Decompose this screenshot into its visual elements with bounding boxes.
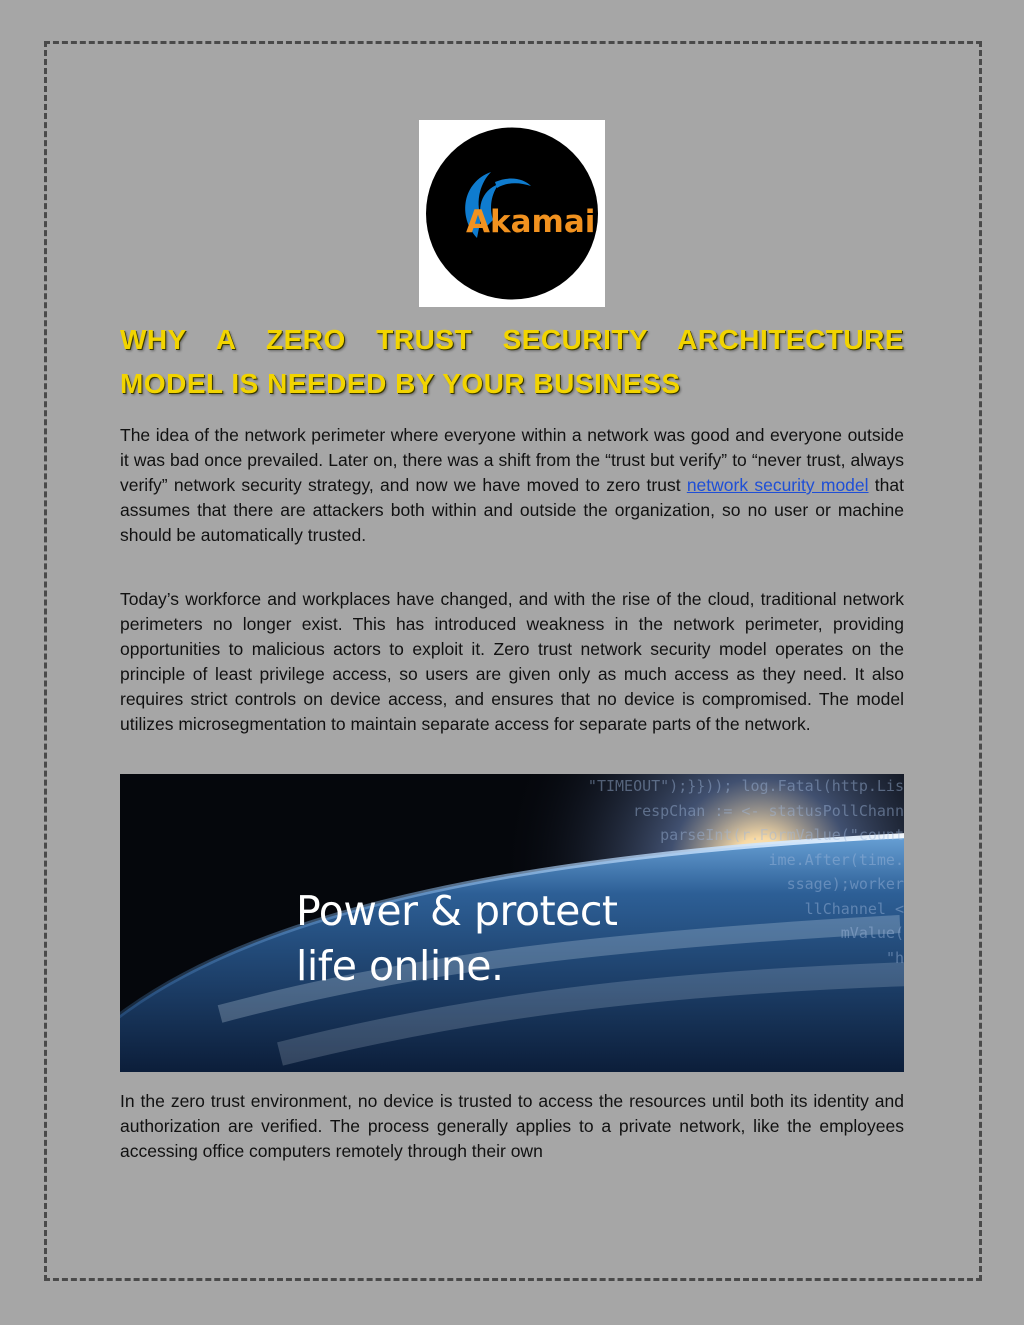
title-line-2: MODEL IS NEEDED BY YOUR BUSINESS [120, 368, 681, 399]
paragraph-3: In the zero trust environment, no device is trusted to access the resources until both its identity and authorization are verified. The process generally applies to a private network, like the employees accessing office computers remotely through their own [120, 1091, 904, 1161]
hero-headline-line-1: Power & protect [296, 887, 618, 935]
article-title [120, 318, 904, 406]
paragraph-1 [120, 423, 904, 548]
hero-code-overlay: "TIMEOUT");}})); log.Fatal(http.Lis respChan := <- statusPollChann parseInt(r.FormValue("count ime.After(time. ssage);worker llChannel < mValue( "h [587, 777, 904, 967]
svg-text:Akamai: Akamai [466, 204, 596, 240]
network-security-model-link[interactable]: network security model [686, 475, 869, 495]
paragraph-2: Today’s workforce and workplaces have changed, and with the rise of the cloud, traditional network perimeters no longer exist. This has introduced weakness in the network perimeter, providing opportunities to malicious actors to exploit it. Zero trust network security model operates on the principle of least privilege access, so users are given only as much access as they need. It also requires strict controls on device access, and ensures that no device is compromised. The model utilizes microsegmentation to maintain separate access for separate parts of the network. [120, 589, 904, 734]
hero-headline [296, 884, 617, 994]
paragraph-1-text-start: The idea of the network perimeter where everyone within a network was good and everyone outside it was bad once prevailed. Later on, there was a shift from the “trust but verify” to “never trust, always verify” network security strategy, and now we have moved to zero trust [120, 425, 904, 495]
hero-image [120, 774, 904, 1072]
akamai-logo [419, 120, 605, 307]
title-line-1: WHY A ZERO TRUST SECURITY ARCHITECTURE [120, 324, 904, 355]
akamai-logo-icon [419, 120, 605, 307]
paragraph-1-text-end: that assumes that there are attackers both within and outside the organization, so no user or machine should be automatically trusted. [120, 475, 904, 545]
hero-headline-line-2: life online. [296, 942, 504, 990]
